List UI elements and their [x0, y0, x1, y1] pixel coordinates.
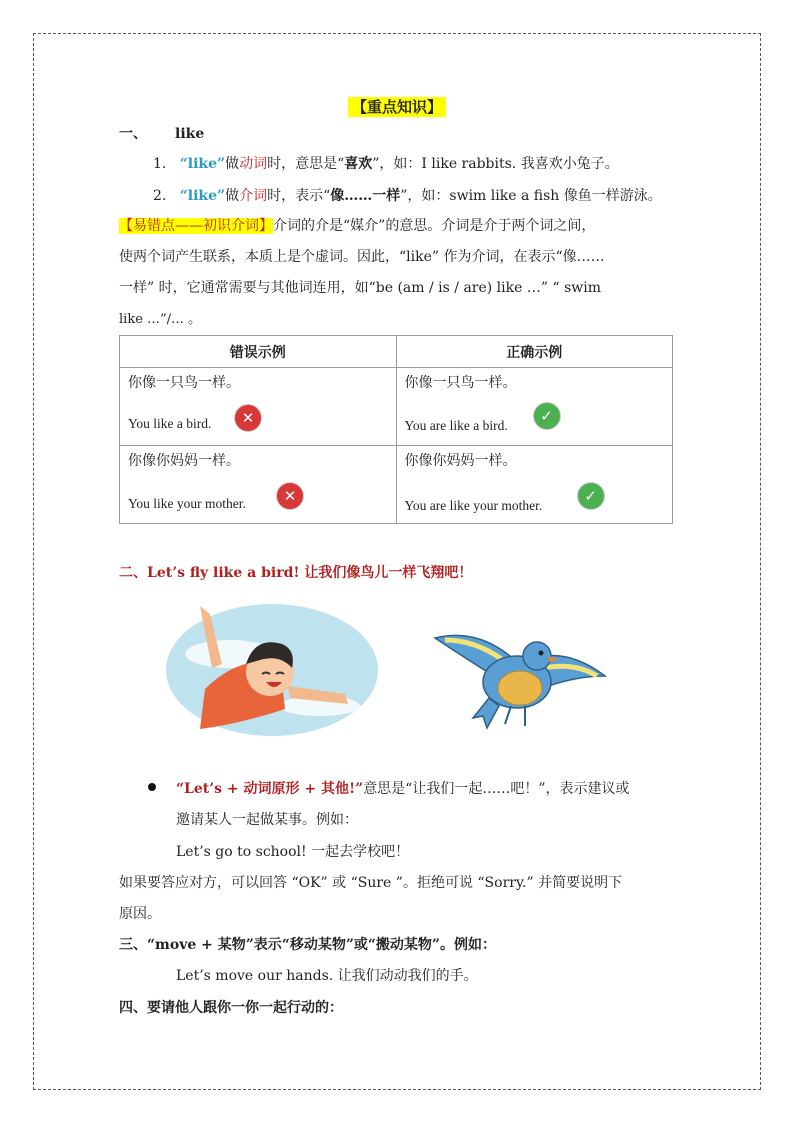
- header-wrong: 错误示例: [120, 336, 397, 368]
- bullet-dot: [148, 783, 156, 791]
- reply-line1: 如果要答应对方，可以回答 “OK” 或 “Sure ”。拒绝可说 “Sorry.” 并简要说明下: [119, 875, 623, 891]
- section1-item1: 1. “like”做动词时，意思是“喜欢”，如：I like rabbits. 我喜欢小兔子。: [153, 156, 619, 172]
- table-row: 你像一只鸟一样。 You like a bird. ✕ 你像一只鸟一样。 You are like a bird. ✓: [120, 368, 673, 446]
- reply-line2: 原因。: [119, 906, 161, 922]
- section1-heading: 一、 like: [119, 126, 205, 142]
- cross-icon: ✕: [276, 482, 304, 510]
- section3-heading: 三、“move + 某物”表示“移动某物”或“搬动某物”。例如：: [119, 937, 496, 953]
- section3-example: Let’s move our hands. 让我们动动我们的手。: [176, 968, 478, 984]
- section2-heading: 二、Let’s fly like a bird! 让我们像鸟儿一样飞翔吧！: [119, 565, 473, 581]
- tip-label: 【易错点——初识介词】: [119, 218, 273, 234]
- comparison-table: [119, 335, 673, 524]
- section1-item2: 2. “like”做介词时，表示“像……一样”，如：swim like a fish 像鱼一样游泳。: [153, 188, 662, 204]
- flying-bird-image: [425, 598, 615, 743]
- section4-heading: 四、要请他人跟你一你一起行动的：: [119, 1000, 343, 1016]
- bullet-line2: 邀请某人一起做某事。例如：: [176, 812, 358, 828]
- check-icon: ✓: [533, 402, 561, 430]
- page-title: 【重点知识】: [0, 96, 794, 117]
- example-sentence: Let’s go to school! 一起去学校吧！: [176, 844, 410, 860]
- flying-boy-image: [160, 594, 380, 744]
- cross-icon: ✕: [234, 404, 262, 432]
- tip-paragraph: 【易错点——初识介词】介词的介是“媒介”的意思。介词是介于两个词之间， 使两个词产生联系，本质上是个虚词。因此，“like” 作为介词，在表示“像…… 一样” 时，它通常需要与其他词连用，如“be (am / is / are) like …” “ swim like …”/… 。: [119, 218, 605, 327]
- bullet-line1: “Let’s + 动词原形 + 其他!”意思是“让我们一起……吧！”，表示建议或: [176, 781, 630, 797]
- table-row: 你像你妈妈一样。 You like your mother. ✕ 你像你妈妈一样。 You are like your mother. ✓: [120, 446, 673, 524]
- check-icon: ✓: [577, 482, 605, 510]
- header-right: 正确示例: [396, 336, 673, 368]
